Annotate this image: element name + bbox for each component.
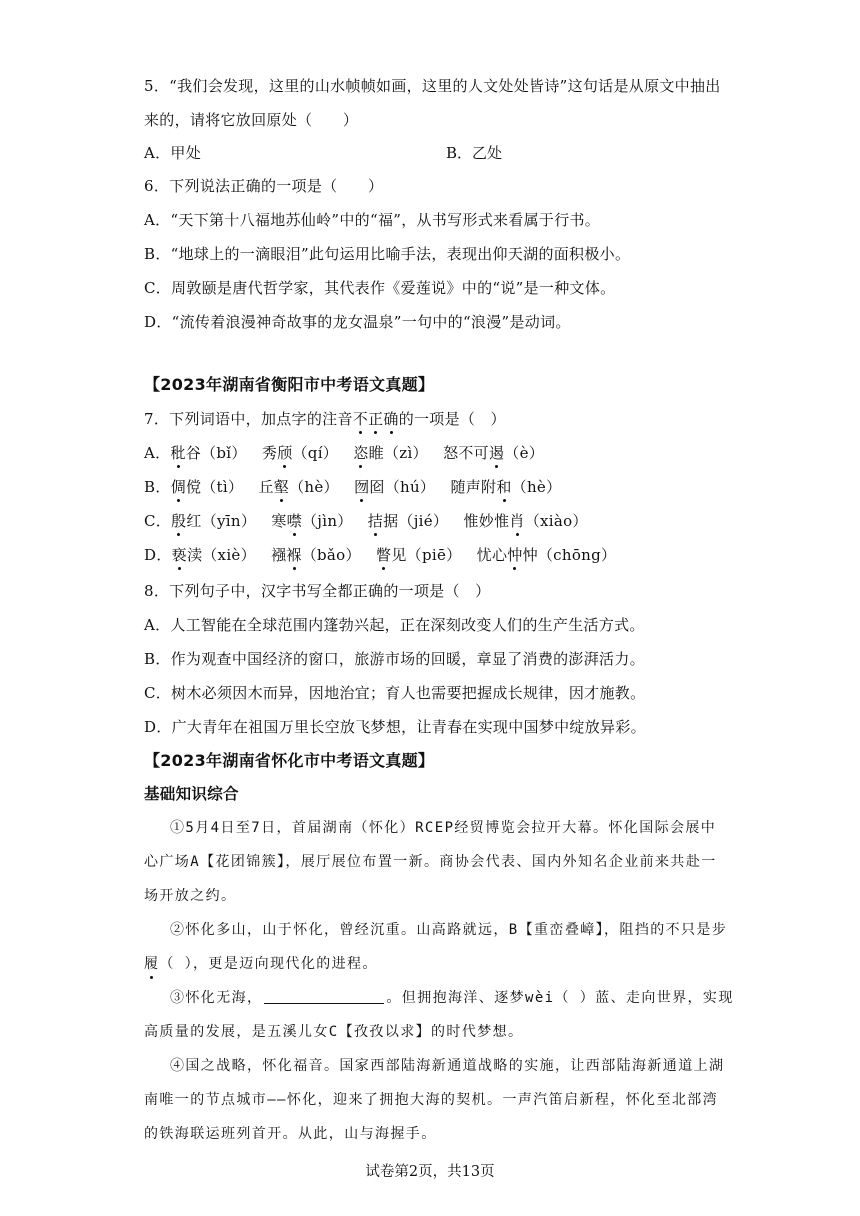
q7-option-c [144,511,800,531]
word: 谷（bǐ） [185,444,247,462]
word: 丘 [258,478,274,496]
dotted-char: 正 [368,410,384,428]
word: （qí） [292,444,339,462]
q7-option-d [144,545,800,565]
word: （bǎo） [301,546,361,564]
section-heading-hengyang: 【2023年湖南省衡阳市中考语文真题】 [144,375,435,394]
word: 寒 [271,512,287,530]
dotted-char: 噤 [286,512,302,530]
passage-p3-line2: 高质量的发展，是五溪儿女C【孜孜以求】的时代梦想。 [144,1024,524,1040]
word: 秀 [261,444,278,462]
word: 随声附 [450,478,497,496]
dotted-char: 颀 [277,444,293,462]
passage-p1-line2: 心广场A【花团锦簇】，展厅展位布置一新。商协会代表、国内外知名企业前来共赴一 [144,854,717,870]
option-label: B． [144,478,171,496]
q8-option-d: D．广大青年在祖国万里长空放飞梦想，让青春在实现中国梦中绽放异彩。 [144,718,646,736]
dotted-char: 亵 [171,546,187,564]
word: 红（yīn） [186,512,257,530]
q6-option-c: C．周敦颐是唐代哲学家，其代表作《爱莲说》中的“说”是一种文体。 [144,279,616,297]
word: 惟妙惟 [463,512,510,530]
word: （hè） [289,478,339,496]
q7-option-b [144,477,800,497]
word: 忡（chōng） [522,546,617,564]
q5-stem-line2: 来的，请将它放回原处（ ） [144,111,359,129]
word: 囵（hú） [369,478,436,496]
q6-option-d: D．“流传着浪漫神奇故事的龙女温泉”一句中的“浪漫”是动词。 [144,313,571,331]
passage-text: 。但拥抱海洋、逐梦wèi（ ）蓝、走向世界，实现 [386,990,734,1006]
q5-option-a: A．甲处 [144,144,202,162]
dotted-char: 和 [496,478,512,496]
word: 忧心 [476,546,508,564]
passage-text: ③怀化无海， [170,990,263,1006]
passage-p4-line3: 的铁海联运班列首开。从此，山与海握手。 [144,1126,437,1142]
word: 睢（zì） [368,444,428,462]
q7-option-a [144,443,800,463]
word: 怒不可 [443,444,489,462]
fill-in-blank[interactable] [264,989,384,1004]
passage-p1-line3: 场开放之约。 [144,888,237,904]
passage-p4-line2: 南唯一的节点城市——怀化，迎来了拥抱大海的契机。一声汽笛启新程，怀化至北部湾 [144,1092,719,1108]
dotted-char: 瞥 [376,546,392,564]
q5-option-b: B．乙处 [446,144,503,162]
q8-option-c: C．树木必须因木而异，因地治宜；育人也需要把握成长规律，因才施教。 [144,684,646,702]
dotted-char: 遏 [488,444,505,462]
word: （è） [504,444,545,462]
q7-stem-post: 的一项是（ ） [398,410,506,428]
passage-p2-line2 [144,954,800,974]
dotted-char: 确 [383,410,399,428]
sub-heading: 基础知识综合 [144,785,239,803]
word: 襁 [271,546,287,564]
q8-option-a: A．人工智能在全球范围内篷勃兴起，正在深刻改变人们的生产生活方式。 [144,616,645,634]
passage-p3-line1 [170,988,800,1008]
option-label: A． [144,444,171,462]
q7-stem [144,409,800,429]
q7-stem-pre: 7．下列词语中，加点字的注音 [144,410,353,428]
q6-option-b: B．“地球上的一滴眼泪”此句运用比喻手法，表现出仰天湖的面积极小。 [144,245,631,263]
passage-p4-line1: ④国之战略，怀化福音。国家西部陆海新通道战略的实施，让西部陆海新通道上湖 [170,1058,725,1074]
q6-option-a: A．“天下第十八福地苏仙岭”中的“福”，从书写形式来看属于行书。 [144,211,601,229]
option-label: D． [144,546,172,564]
dotted-char: 肖 [509,512,525,530]
passage-p2-line1: ②怀化多山，山于怀化，曾经沉重。山高路就远，B【重峦叠嶂】，阻挡的不只是步 [170,922,728,938]
section-heading-huaihua: 【2023年湖南省怀化市中考语文真题】 [144,751,435,770]
dotted-char: 恣 [353,444,369,462]
word: 据（jié） [383,512,449,530]
dotted-char: 拮 [367,512,384,530]
word: （hè） [511,478,562,496]
option-label: C． [144,512,172,530]
passage-text: （ ），更是迈向现代化的进程。 [159,956,378,972]
passage-p1-line1: ①5月4日至7日，首届湖南（怀化）RCEP经贸博览会拉开大幕。怀化国际会展中 [170,820,717,836]
word: （jìn） [301,512,353,530]
dotted-char: 忡 [507,546,523,564]
dotted-char: 倜 [170,478,186,496]
dotted-char: 履 [144,956,160,972]
word: 见（piē） [391,546,462,564]
word: 傥（tì） [185,478,244,496]
page-footer: 试卷第2页，共13页 [365,1164,495,1180]
q6-stem: 6．下列说法正确的一项是（ ） [144,177,384,195]
dotted-char: 秕 [170,444,186,462]
dotted-char: 褓 [286,546,302,564]
q8-option-b: B．作为观查中国经济的窗口，旅游市场的回暖，章显了消费的澎湃活力。 [144,650,645,668]
q8-stem: 8．下列句子中，汉字书写全都正确的一项是（ ） [144,582,491,600]
dotted-char: 殷 [171,512,187,530]
dotted-char: 囫 [354,478,370,496]
word: （xiào） [524,512,588,530]
dotted-char: 壑 [273,478,290,496]
dotted-char: 不 [352,410,369,428]
word: 渎（xiè） [186,546,256,564]
q5-stem-line1: 5．“我们会发现，这里的山水帧帧如画，这里的人文处处皆诗”这句话是从原文中抽出 [144,77,721,95]
